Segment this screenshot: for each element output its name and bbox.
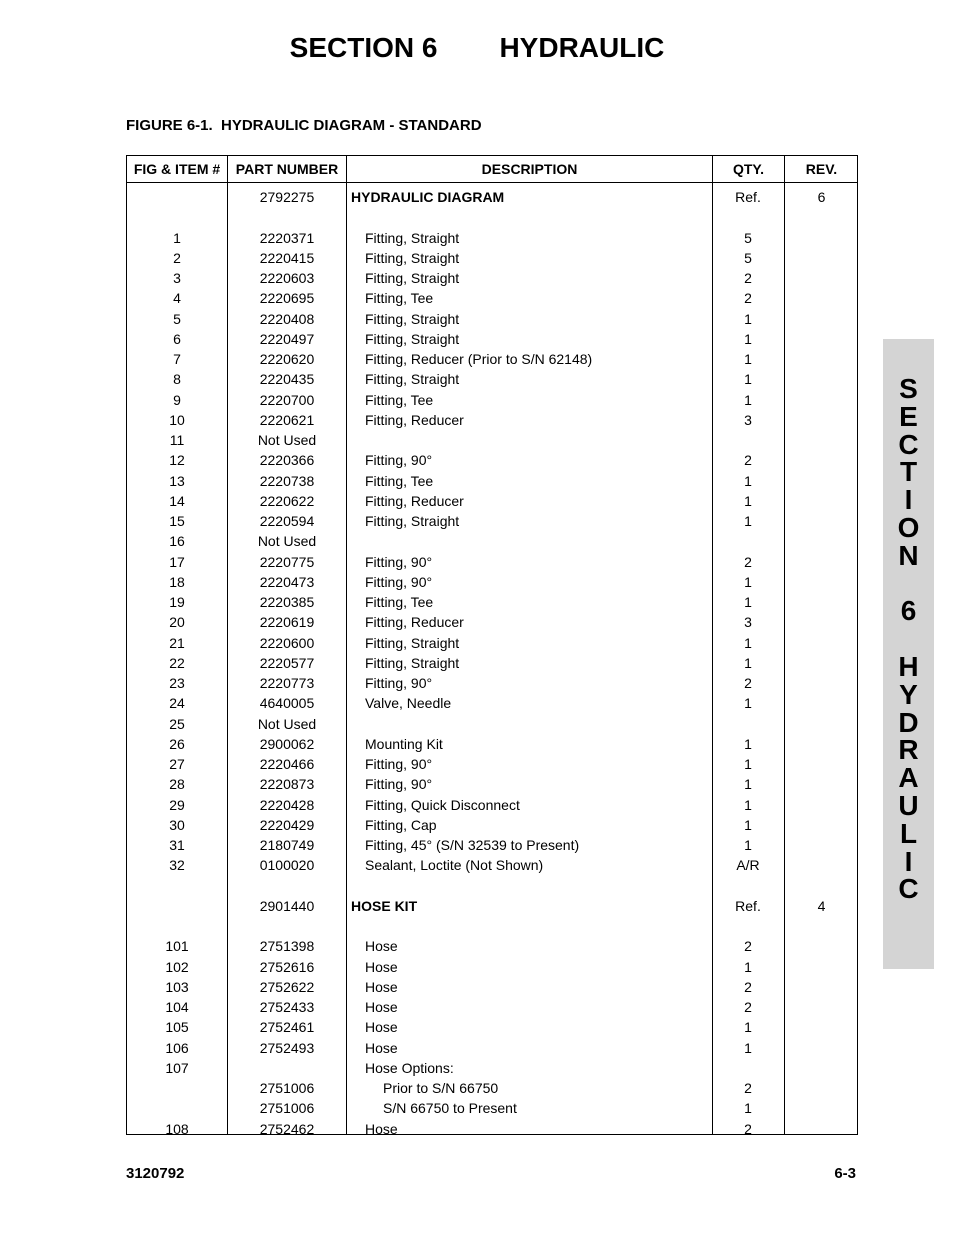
qty-cell: 1: [744, 351, 752, 367]
qty-cell: 5: [744, 229, 752, 246]
fig-item-cell: 105: [165, 1019, 189, 1036]
fig-item-cell: 10: [169, 411, 185, 428]
table-row: [127, 673, 857, 693]
description-cell: Fitting, 90°: [365, 573, 433, 590]
qty-cell: 1: [744, 816, 752, 833]
fig-item-cell: 17: [169, 553, 185, 570]
fig-item-cell: 31: [169, 837, 185, 853]
part-number-cell: 2752462: [259, 1120, 315, 1137]
table-row: [127, 228, 857, 248]
part-number-cell: 2220619: [259, 614, 315, 631]
table-row: [127, 1078, 857, 1098]
qty-cell: 1: [744, 1100, 752, 1117]
fig-item-cell: 14: [169, 492, 185, 509]
qty-cell: 1: [744, 1039, 752, 1056]
part-number-cell: 2220466: [259, 756, 315, 772]
part-number-cell: 2220600: [259, 634, 315, 651]
footer-page-number: 6-3: [834, 1165, 856, 1182]
part-number-cell: 2220435: [259, 371, 315, 388]
footer-doc-number: 3120792: [126, 1165, 185, 1182]
table-row: [127, 795, 857, 815]
description-cell: Sealant, Loctite (Not Shown): [365, 857, 544, 874]
qty-cell: 3: [744, 614, 752, 631]
header-qty: QTY.: [732, 161, 765, 177]
qty-cell: 1: [744, 837, 752, 853]
table-row: [127, 693, 857, 713]
fig-item-cell: 9: [173, 391, 181, 408]
fig-item-cell: 26: [169, 735, 185, 752]
side-tab-letter: A: [898, 762, 919, 794]
description-cell: Fitting, Straight: [365, 249, 460, 266]
part-number-cell: 2220408: [259, 310, 315, 327]
table-row: [127, 1017, 857, 1037]
blank-row: [127, 207, 857, 227]
qty-cell: 1: [744, 391, 752, 408]
fig-item-cell: 11: [169, 432, 185, 448]
side-tab-letter: 6: [900, 595, 917, 627]
qty-cell: 1: [744, 573, 752, 590]
rev-cell: 4: [817, 897, 826, 914]
fig-item-cell: 6: [173, 330, 181, 347]
part-number-cell: 2180749: [259, 837, 315, 853]
part-number-cell: 2751398: [259, 938, 315, 955]
description-cell: S/N 66750 to Present: [383, 1100, 517, 1117]
fig-item-cell: 29: [169, 796, 185, 813]
section-name: HYDRAULIC: [499, 32, 665, 63]
table-row: [127, 957, 857, 977]
part-number-cell: 0100020: [259, 857, 315, 874]
qty-cell: 1: [744, 654, 752, 671]
side-tab-letter: [883, 570, 934, 598]
fig-item-cell: 18: [169, 573, 185, 590]
qty-cell: 2: [744, 675, 752, 691]
fig-item-cell: 24: [169, 695, 185, 712]
table-row: [127, 329, 857, 349]
fig-item-cell: 5: [173, 310, 181, 327]
qty-cell: 3: [744, 411, 752, 428]
fig-item-cell: 3: [173, 270, 181, 286]
table-row: [127, 815, 857, 835]
part-number-cell: 2901440: [259, 897, 315, 914]
part-number-cell: 2220622: [259, 492, 315, 509]
description-cell: Hose: [365, 1039, 398, 1056]
description-cell: Mounting Kit: [365, 735, 443, 752]
description-cell: Fitting, Tee: [365, 594, 434, 610]
qty-cell: 2: [744, 978, 752, 995]
table-row: [127, 714, 857, 734]
part-number-cell: 2220621: [259, 411, 315, 428]
part-number-cell: 2792275: [259, 189, 315, 205]
description-cell: Fitting, 90°: [365, 675, 433, 691]
description-cell: Fitting, 90°: [365, 776, 433, 793]
part-number-cell: 2220773: [259, 675, 315, 691]
table-row: [127, 531, 857, 551]
table-row: [127, 734, 857, 754]
table-row: [127, 774, 857, 794]
description-cell: Fitting, Tee: [365, 391, 434, 408]
fig-item-cell: 13: [169, 472, 185, 489]
parts-table: [126, 155, 858, 1135]
table-row: [127, 268, 857, 288]
table-row: [127, 612, 857, 632]
table-row: [127, 430, 857, 450]
description-cell: Hose Options:: [365, 1059, 454, 1076]
part-number-cell: 2220700: [259, 391, 315, 408]
qty-cell: 1: [744, 371, 752, 388]
table-row: [127, 592, 857, 612]
description-cell: Fitting, Quick Disconnect: [365, 796, 520, 813]
qty-cell: 2: [744, 938, 752, 955]
rev-cell: 6: [817, 189, 826, 205]
qty-cell: 1: [744, 634, 752, 651]
description-cell: Valve, Needle: [365, 695, 452, 712]
part-number-cell: 2220695: [259, 290, 315, 307]
description-cell: Fitting, Straight: [365, 371, 460, 388]
fig-item-cell: 103: [165, 978, 189, 995]
part-number-cell: 2220366: [259, 452, 315, 469]
table-row: [127, 653, 857, 673]
blank-row: [127, 916, 857, 936]
table-row: [127, 1119, 857, 1139]
side-tab-letter: I: [904, 484, 913, 516]
fig-item-cell: 32: [169, 857, 185, 874]
part-number-cell: 2220738: [259, 472, 315, 489]
qty-cell: 1: [744, 776, 752, 793]
description-cell: Fitting, Straight: [365, 634, 460, 651]
side-tab-letter: E: [899, 400, 918, 432]
side-tab-letter: I: [904, 845, 913, 877]
table-row: [127, 410, 857, 430]
fig-item-cell: 102: [165, 958, 189, 975]
part-number-cell: 2752433: [259, 999, 315, 1015]
fig-item-cell: 101: [165, 938, 189, 955]
qty-cell: 1: [744, 1019, 752, 1036]
description-cell: Fitting, Straight: [365, 270, 460, 286]
qty-cell: 1: [744, 492, 752, 509]
table-row: [127, 835, 857, 855]
fig-item-cell: 16: [169, 533, 185, 550]
side-tab-letter: U: [898, 789, 919, 821]
qty-cell: 1: [744, 695, 752, 712]
table-row: [127, 572, 857, 592]
fig-item-cell: 2: [173, 249, 181, 266]
description-cell: Hose: [365, 938, 398, 955]
side-tab-letter: C: [898, 873, 919, 905]
description-cell: Hose: [365, 958, 398, 975]
side-tab-letter: [883, 625, 934, 653]
qty-cell: 2: [744, 1080, 752, 1096]
part-number-cell: 2220473: [259, 573, 315, 590]
table-row: [127, 633, 857, 653]
header-divider: [127, 182, 857, 183]
part-number-cell: 2220873: [259, 776, 315, 793]
description-cell: Hose: [365, 1019, 398, 1036]
fig-item-cell: 106: [165, 1039, 189, 1056]
description-cell: Fitting, Straight: [365, 654, 460, 671]
table-row: [127, 369, 857, 389]
side-tab-letter: H: [898, 650, 919, 682]
side-tab-letter: R: [898, 734, 919, 766]
part-number-cell: 2220497: [259, 330, 315, 347]
table-row: [127, 450, 857, 470]
description-cell: Fitting, Reducer (Prior to S/N 62148): [365, 351, 593, 367]
fig-item-cell: 30: [169, 816, 185, 833]
qty-cell: 2: [744, 553, 752, 570]
fig-item-cell: 15: [169, 513, 185, 529]
fig-item-cell: 20: [169, 614, 185, 631]
qty-cell: 1: [744, 310, 752, 327]
table-row: [127, 997, 857, 1017]
fig-item-cell: 104: [165, 999, 189, 1015]
description-cell: Fitting, 90°: [365, 452, 433, 469]
part-number-cell: 2752493: [259, 1039, 315, 1056]
qty-cell: A/R: [736, 857, 760, 874]
section-label: SECTION 6: [289, 32, 438, 63]
description-cell: Fitting, Tee: [365, 472, 434, 489]
table-row: [127, 1038, 857, 1058]
table-row: [127, 390, 857, 410]
fig-item-cell: 7: [173, 351, 181, 367]
qty-cell: 2: [744, 270, 752, 286]
fig-item-cell: 8: [173, 371, 181, 388]
part-number-cell: 2220620: [259, 351, 315, 367]
description-cell: Fitting, Reducer: [365, 492, 464, 509]
fig-item-cell: 107: [165, 1059, 189, 1076]
description-cell: Fitting, Straight: [365, 229, 460, 246]
side-tab-letter: O: [897, 511, 920, 543]
fig-item-cell: 1: [173, 229, 181, 246]
qty-cell: 2: [744, 1120, 752, 1137]
fig-item-cell: 12: [169, 452, 185, 469]
fig-item-cell: 108: [165, 1120, 189, 1137]
qty-cell: 1: [744, 594, 752, 610]
description-cell: Fitting, Straight: [365, 310, 460, 327]
table-row: [127, 471, 857, 491]
description-cell: Fitting, Tee: [365, 290, 434, 307]
section-side-tab: [883, 339, 934, 969]
qty-cell: Ref.: [735, 189, 761, 205]
table-row: [127, 977, 857, 997]
part-number-cell: 2752622: [259, 978, 315, 995]
fig-item-cell: 23: [169, 675, 185, 691]
table-row: [127, 552, 857, 572]
table-row: [127, 936, 857, 956]
side-tab-letter: T: [899, 456, 918, 488]
part-number-cell: 2220371: [259, 229, 315, 246]
description-cell: Fitting, 90°: [365, 553, 433, 570]
side-tab-letter: S: [899, 373, 918, 404]
part-number-cell: Not Used: [257, 533, 317, 550]
part-number-cell: 2220415: [259, 249, 315, 266]
header-fig-item: FIG & ITEM #: [133, 161, 221, 177]
table-row: [127, 288, 857, 308]
header-rev: REV.: [805, 161, 838, 177]
header-description: DESCRIPTION: [481, 161, 578, 177]
table-row: [127, 349, 857, 369]
description-cell: Fitting, Reducer: [365, 411, 464, 428]
part-number-cell: 2220429: [259, 816, 315, 833]
side-tab-letter: L: [899, 817, 918, 849]
part-number-cell: 2751006: [259, 1100, 315, 1117]
qty-cell: 1: [744, 330, 752, 347]
table-row: [127, 491, 857, 511]
table-row: [127, 187, 857, 207]
table-row: [127, 754, 857, 774]
side-tab-letter: C: [898, 428, 919, 460]
qty-cell: Ref.: [735, 897, 761, 914]
part-number-cell: 2752461: [259, 1019, 315, 1036]
description-cell: HOSE KIT: [351, 897, 418, 914]
fig-item-cell: 4: [173, 290, 181, 307]
part-number-cell: Not Used: [257, 432, 317, 448]
table-row: [127, 855, 857, 875]
fig-item-cell: 21: [169, 634, 185, 651]
part-number-cell: 2220577: [259, 654, 315, 671]
qty-cell: 1: [744, 796, 752, 813]
part-number-cell: 2220385: [259, 594, 315, 610]
header-part-number: PART NUMBER: [235, 161, 339, 177]
figure-title: FIGURE 6-1. HYDRAULIC DIAGRAM - STANDARD: [126, 117, 482, 134]
part-number-cell: 2751006: [259, 1080, 315, 1096]
fig-item-cell: 27: [169, 756, 185, 772]
description-cell: Fitting, Cap: [365, 816, 437, 833]
description-cell: Hose: [365, 1120, 398, 1137]
part-number-cell: 2220775: [259, 553, 315, 570]
qty-cell: 1: [744, 735, 752, 752]
part-number-cell: 2220594: [259, 513, 315, 529]
table-row: [127, 511, 857, 531]
qty-cell: 2: [744, 290, 752, 307]
side-tab-letter: D: [898, 706, 919, 738]
table-row: [127, 1058, 857, 1078]
description-cell: Fitting, 90°: [365, 756, 433, 772]
qty-cell: 2: [744, 452, 752, 469]
part-number-cell: Not Used: [257, 715, 317, 732]
table-row: [127, 1098, 857, 1118]
table-row: [127, 896, 857, 916]
qty-cell: 1: [744, 513, 752, 529]
description-cell: Hose: [365, 978, 398, 995]
part-number-cell: 2752616: [259, 958, 315, 975]
fig-item-cell: 25: [169, 715, 185, 732]
fig-item-cell: 19: [169, 594, 185, 610]
fig-item-cell: 22: [169, 654, 185, 671]
side-tab-letter: Y: [899, 678, 918, 710]
side-tab-letter: N: [898, 539, 919, 571]
qty-cell: 1: [744, 756, 752, 772]
table-row: [127, 248, 857, 268]
part-number-cell: 4640005: [259, 695, 315, 712]
description-cell: Fitting, 45° (S/N 32539 to Present): [365, 837, 580, 853]
fig-item-cell: 28: [169, 776, 185, 793]
part-number-cell: 2900062: [259, 735, 315, 752]
qty-cell: 1: [744, 958, 752, 975]
description-cell: Fitting, Straight: [365, 330, 460, 347]
part-number-cell: 2220603: [259, 270, 315, 286]
description-cell: Hose: [365, 999, 398, 1015]
description-cell: Fitting, Reducer: [365, 614, 464, 631]
qty-cell: 1: [744, 472, 752, 489]
side-tab-letters: [883, 375, 934, 903]
description-cell: Fitting, Straight: [365, 513, 460, 529]
part-number-cell: 2220428: [259, 796, 315, 813]
page-title: [0, 32, 954, 64]
blank-row: [127, 876, 857, 896]
description-cell: HYDRAULIC DIAGRAM: [351, 189, 505, 205]
description-cell: Prior to S/N 66750: [383, 1080, 499, 1096]
table-row: [127, 309, 857, 329]
qty-cell: 2: [744, 999, 752, 1015]
qty-cell: 5: [744, 249, 752, 266]
